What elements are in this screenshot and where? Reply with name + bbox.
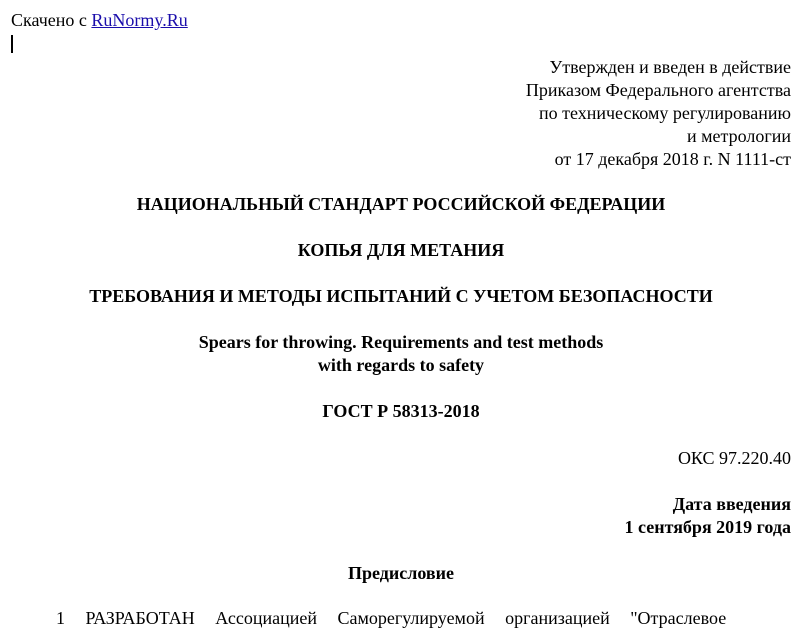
product-title: КОПЬЯ ДЛЯ МЕТАНИЯ bbox=[297, 240, 505, 260]
introduction-date-label: Дата введения bbox=[672, 494, 791, 514]
source-prefix: Скачено с bbox=[11, 10, 92, 30]
english-title-line: Spears for throwing. Requirements and test methods bbox=[198, 332, 604, 352]
approval-line: Утвержден и введен в действие bbox=[549, 57, 791, 77]
oks-code: ОКС 97.220.40 bbox=[677, 448, 791, 468]
english-title bbox=[0, 331, 802, 377]
gost-number: ГОСТ Р 58313-2018 bbox=[322, 401, 480, 421]
approval-line: Приказом Федерального агентства bbox=[525, 80, 791, 100]
source-line bbox=[11, 9, 188, 32]
approval-line: по техническому регулированию bbox=[538, 103, 791, 123]
preface-first-line: 1 РАЗРАБОТАН Ассоциацией Саморегулируемой организацией "Отраслевое bbox=[56, 608, 727, 628]
introduction-date-block bbox=[625, 493, 791, 539]
source-link[interactable]: RuNormy.Ru bbox=[91, 10, 188, 30]
requirements-title: ТРЕБОВАНИЯ И МЕТОДЫ ИСПЫТАНИЙ С УЧЕТОМ БЕЗОПАСНОСТИ bbox=[89, 286, 713, 306]
standard-title: НАЦИОНАЛЬНЫЙ СТАНДАРТ РОССИЙСКОЙ ФЕДЕРАЦИИ bbox=[136, 194, 666, 214]
text-cursor bbox=[11, 35, 13, 53]
approval-line: от 17 декабря 2018 г. N 1111-ст bbox=[554, 149, 791, 169]
approval-block bbox=[526, 56, 791, 171]
introduction-date-value: 1 сентября 2019 года bbox=[624, 517, 791, 537]
english-title-line: with regards to safety bbox=[317, 355, 485, 375]
approval-line: и метрологии bbox=[687, 126, 791, 146]
preface-heading: Предисловие bbox=[348, 563, 454, 583]
